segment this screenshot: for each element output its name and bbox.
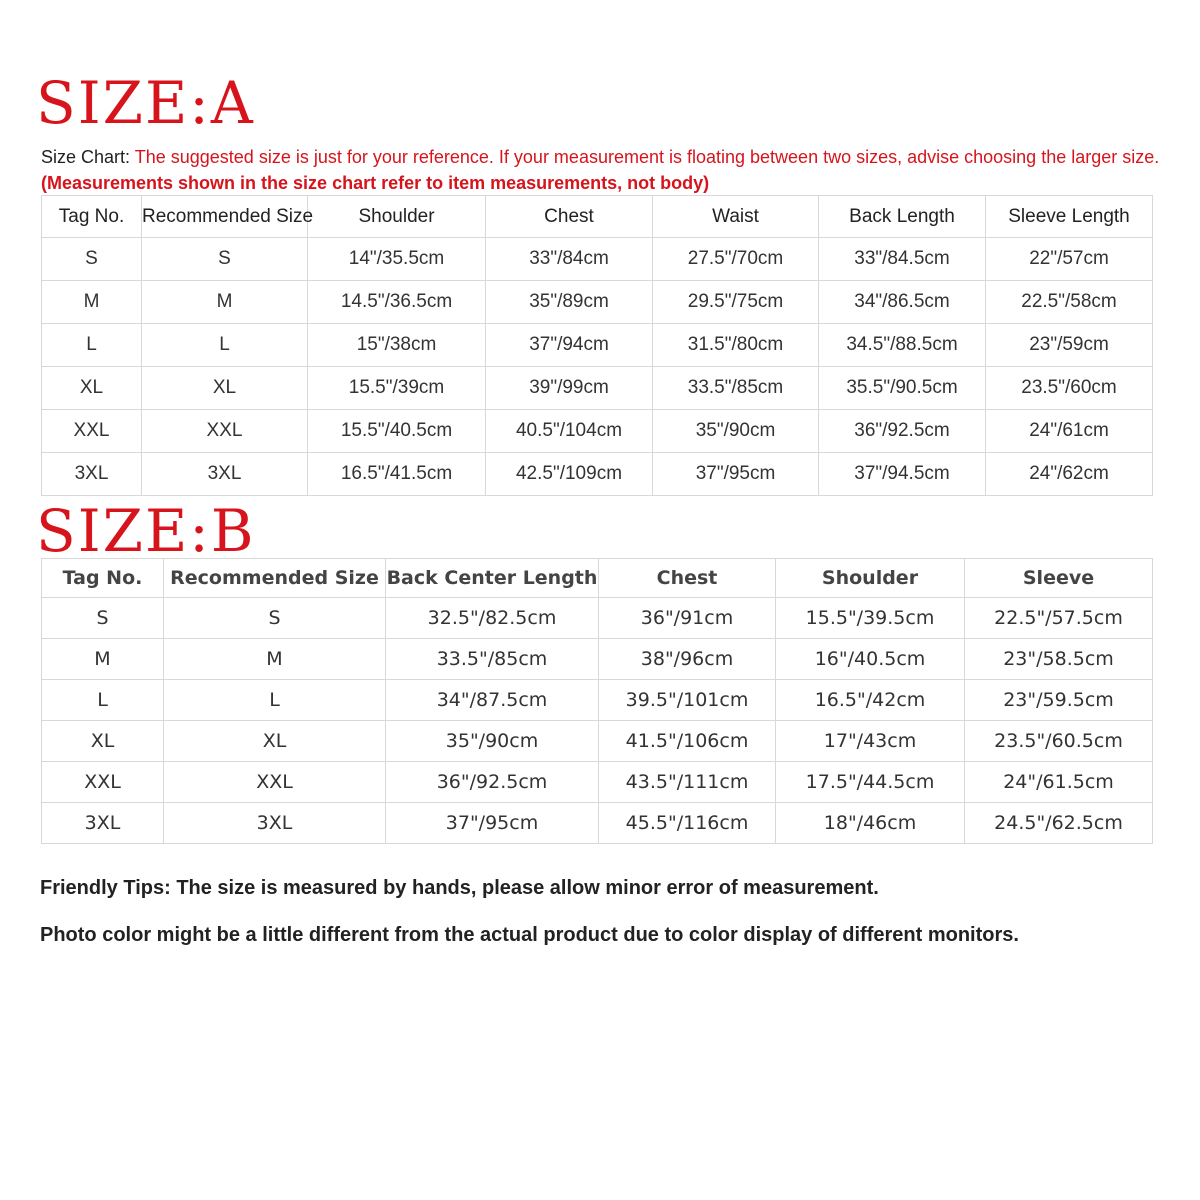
size-a-table <box>41 195 1153 496</box>
table-cell: 34"/87.5cm <box>386 680 599 721</box>
table-cell: 36"/92.5cm <box>386 762 599 803</box>
table-row <box>42 453 1153 496</box>
table-cell: 34.5"/88.5cm <box>819 324 986 367</box>
table-cell: XXL <box>164 762 386 803</box>
friendly-tip: Friendly Tips: The size is measured by hands, please allow minor error of measurement. <box>40 877 879 899</box>
measurement-note: (Measurements shown in the size chart refer to item measurements, not body) <box>41 173 710 193</box>
table-row <box>42 367 1153 410</box>
table-cell: XL <box>142 367 308 410</box>
table-cell: 45.5"/116cm <box>599 803 776 844</box>
size-a-title: SIZE:A <box>36 69 255 137</box>
table-cell: M <box>142 281 308 324</box>
table-cell: 16"/40.5cm <box>776 639 965 680</box>
table-cell: M <box>164 639 386 680</box>
col-back-center-length: Back Center Length <box>386 559 599 598</box>
table-cell: 40.5"/104cm <box>486 410 653 453</box>
table-cell: S <box>142 238 308 281</box>
size-chart-advice: The suggested size is just for your reference. If your measurement is floating between two sizes, advise choosing the larger size. <box>130 147 1160 167</box>
table-cell: XXL <box>142 410 308 453</box>
table-cell: 41.5"/106cm <box>599 721 776 762</box>
table-cell: 33"/84cm <box>486 238 653 281</box>
table-cell: 14"/35.5cm <box>308 238 486 281</box>
table-cell: 39.5"/101cm <box>599 680 776 721</box>
table-cell: XL <box>164 721 386 762</box>
table-cell: 22.5"/58cm <box>986 281 1153 324</box>
table-cell: 39"/99cm <box>486 367 653 410</box>
table-cell: M <box>42 281 142 324</box>
table-cell: 37"/95cm <box>386 803 599 844</box>
table-cell: 38"/96cm <box>599 639 776 680</box>
table-cell: M <box>42 639 164 680</box>
table-row <box>42 721 1153 762</box>
size-chart-disclaimer <box>41 144 1159 170</box>
table-cell: 37"/95cm <box>653 453 819 496</box>
table-cell: 35.5"/90.5cm <box>819 367 986 410</box>
col-tag-no: Tag No. <box>42 196 142 238</box>
col-chest: Chest <box>486 196 653 238</box>
table-cell: 32.5"/82.5cm <box>386 598 599 639</box>
table-cell: 17"/43cm <box>776 721 965 762</box>
table-cell: 23"/59cm <box>986 324 1153 367</box>
table-cell: 35"/90cm <box>653 410 819 453</box>
table-cell: 15.5"/39.5cm <box>776 598 965 639</box>
col-shoulder: Shoulder <box>308 196 486 238</box>
table-row <box>42 803 1153 844</box>
table-row <box>42 238 1153 281</box>
table-cell: 23"/59.5cm <box>965 680 1153 721</box>
size-b-header-row <box>42 559 1153 598</box>
table-cell: S <box>42 598 164 639</box>
col-sleeve: Sleeve <box>965 559 1153 598</box>
table-cell: 33"/84.5cm <box>819 238 986 281</box>
col-chest: Chest <box>599 559 776 598</box>
color-disclaimer: Photo color might be a little different from the actual product due to color display of different monitors. <box>40 924 1019 946</box>
table-cell: 17.5"/44.5cm <box>776 762 965 803</box>
table-row <box>42 324 1153 367</box>
table-cell: L <box>42 680 164 721</box>
table-cell: XL <box>42 367 142 410</box>
size-chart-colon: : <box>125 147 131 167</box>
table-cell: 37"/94cm <box>486 324 653 367</box>
table-cell: 27.5"/70cm <box>653 238 819 281</box>
table-row <box>42 281 1153 324</box>
table-cell: 24"/61cm <box>986 410 1153 453</box>
table-cell: L <box>142 324 308 367</box>
table-cell: L <box>42 324 142 367</box>
size-a-header-row <box>42 196 1153 238</box>
col-back-length: Back Length <box>819 196 986 238</box>
table-cell: 24"/61.5cm <box>965 762 1153 803</box>
table-cell: 43.5"/111cm <box>599 762 776 803</box>
table-cell: 18"/46cm <box>776 803 965 844</box>
col-shoulder: Shoulder <box>776 559 965 598</box>
table-cell: XXL <box>42 410 142 453</box>
table-cell: XL <box>42 721 164 762</box>
table-cell: 3XL <box>42 803 164 844</box>
col-waist: Waist <box>653 196 819 238</box>
table-cell: 35"/89cm <box>486 281 653 324</box>
size-chart-label: Size Chart <box>41 147 126 167</box>
table-cell: L <box>164 680 386 721</box>
table-cell: 37"/94.5cm <box>819 453 986 496</box>
table-cell: 15.5"/40.5cm <box>308 410 486 453</box>
table-cell: 36"/91cm <box>599 598 776 639</box>
table-cell: 22.5"/57.5cm <box>965 598 1153 639</box>
table-cell: 24"/62cm <box>986 453 1153 496</box>
table-cell: 23.5"/60cm <box>986 367 1153 410</box>
table-cell: 14.5"/36.5cm <box>308 281 486 324</box>
table-row <box>42 762 1153 803</box>
table-row <box>42 410 1153 453</box>
table-cell: 16.5"/42cm <box>776 680 965 721</box>
table-cell: 15.5"/39cm <box>308 367 486 410</box>
col-recommended-size: Recommended Size <box>142 196 308 238</box>
table-cell: 33.5"/85cm <box>653 367 819 410</box>
col-sleeve-length: Sleeve Length <box>986 196 1153 238</box>
table-row <box>42 598 1153 639</box>
table-cell: 42.5"/109cm <box>486 453 653 496</box>
size-b-table <box>41 558 1153 844</box>
size-chart-intro <box>41 144 1159 196</box>
table-cell: 3XL <box>142 453 308 496</box>
table-cell: 23.5"/60.5cm <box>965 721 1153 762</box>
table-cell: 31.5"/80cm <box>653 324 819 367</box>
table-cell: 23"/58.5cm <box>965 639 1153 680</box>
table-cell: 24.5"/62.5cm <box>965 803 1153 844</box>
size-b-title: SIZE:B <box>36 497 256 565</box>
table-cell: 36"/92.5cm <box>819 410 986 453</box>
table-cell: 29.5"/75cm <box>653 281 819 324</box>
table-cell: S <box>42 238 142 281</box>
table-cell: 35"/90cm <box>386 721 599 762</box>
table-row <box>42 639 1153 680</box>
table-row <box>42 680 1153 721</box>
table-cell: 3XL <box>164 803 386 844</box>
table-cell: 15"/38cm <box>308 324 486 367</box>
table-cell: S <box>164 598 386 639</box>
table-cell: 3XL <box>42 453 142 496</box>
table-cell: 34"/86.5cm <box>819 281 986 324</box>
table-cell: XXL <box>42 762 164 803</box>
col-tag-no: Tag No. <box>42 559 164 598</box>
col-recommended-size: Recommended Size <box>164 559 386 598</box>
table-cell: 16.5"/41.5cm <box>308 453 486 496</box>
table-cell: 33.5"/85cm <box>386 639 599 680</box>
table-cell: 22"/57cm <box>986 238 1153 281</box>
